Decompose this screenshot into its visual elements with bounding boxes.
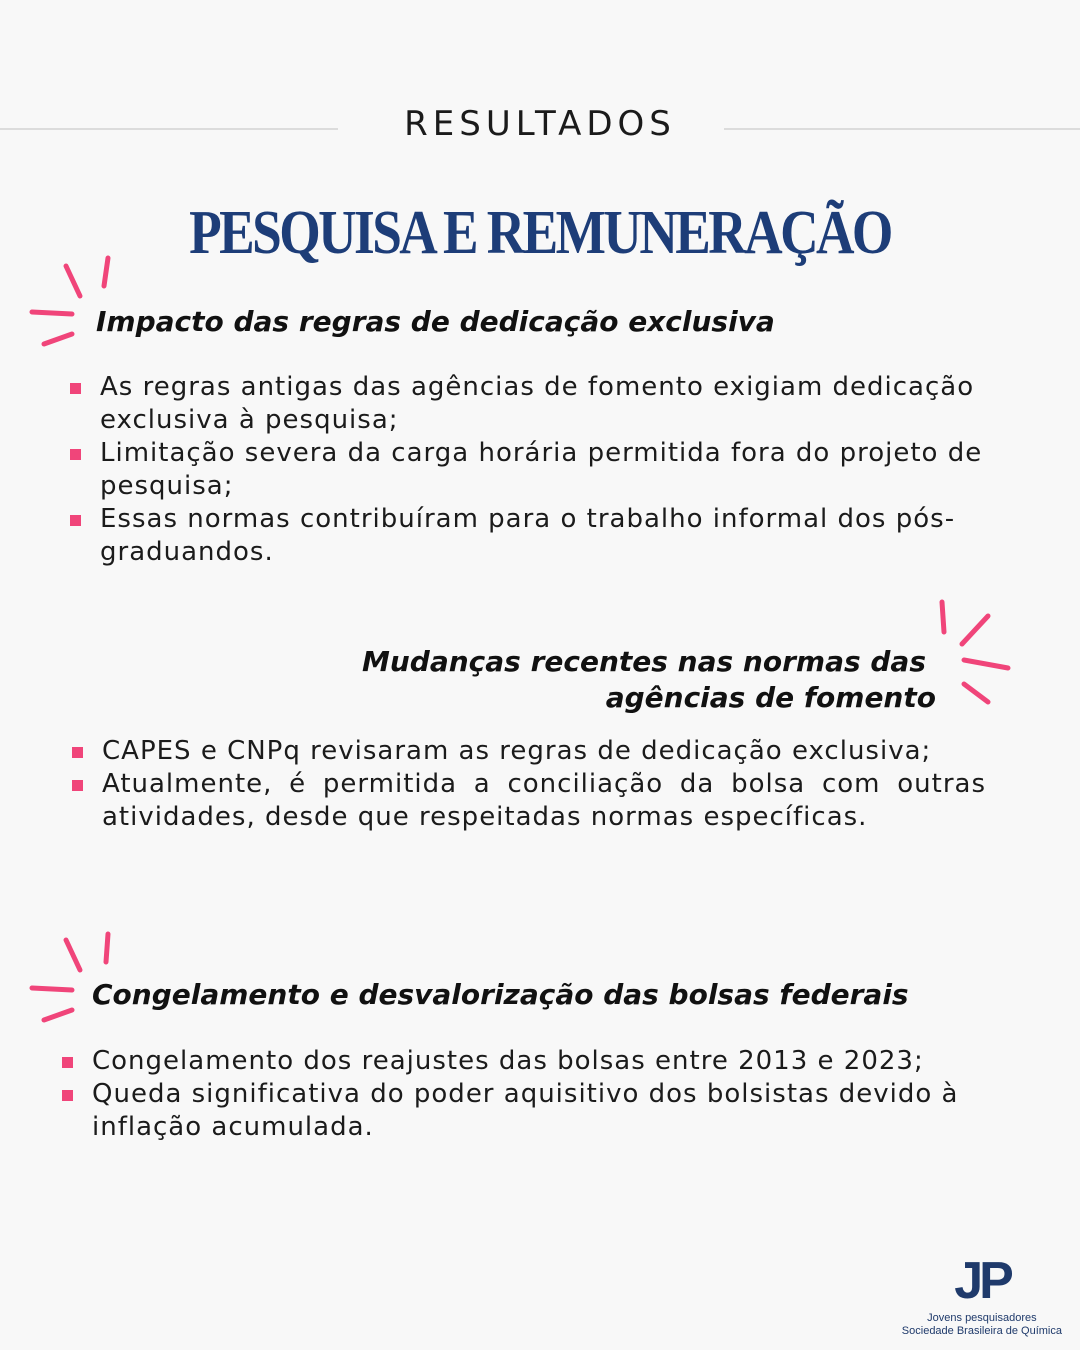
bullet-list-mudancas: [72, 735, 986, 834]
section-heading-congelamento: Congelamento e desvalorização das bolsas federais: [92, 978, 909, 1011]
page-title: PESQUISA E REMUNERAÇÃO: [189, 199, 891, 267]
logo-caption: [902, 1312, 1062, 1338]
bullet-list-dedicacao: [70, 371, 1030, 569]
list-item: As regras antigas das agências de fomento exigiam dedicação exclusiva à pesquisa;: [70, 371, 1030, 437]
logo-caption-line: Sociedade Brasileira de Química: [901, 1325, 1062, 1337]
section-heading-dedicacao: Impacto das regras de dedicação exclusiva: [96, 305, 775, 338]
logo-caption-line: Jovens pesquisadores: [927, 1312, 1037, 1324]
section-heading-line: agências de fomento: [605, 681, 936, 714]
list-item: Essas normas contribuíram para o trabalho informal dos pós-graduandos.: [70, 503, 1030, 569]
list-item: Congelamento dos reajustes das bolsas entre 2013 e 2023;: [62, 1045, 1022, 1078]
list-item: Queda significativa do poder aquisitivo dos bolsistas devido à inflação acumulada.: [62, 1078, 1022, 1144]
list-item: Limitação severa da carga horária permitida fora do projeto de pesquisa;: [70, 437, 1030, 503]
jp-logo: [942, 1252, 1022, 1306]
list-item: CAPES e CNPq revisaram as regras de dedicação exclusiva;: [72, 735, 986, 768]
list-item: Atualmente, é permitida a conciliação da bolsa com outras atividades, desde que respeitadas normas específicas.: [72, 768, 986, 834]
section-heading-mudancas: [280, 644, 936, 716]
section-heading-line: Mudanças recentes nas normas das: [362, 645, 926, 678]
bullet-list-congelamento: [62, 1045, 1022, 1144]
section-kicker: RESULTADOS: [404, 104, 676, 144]
logo-mark: JP: [954, 1252, 1010, 1306]
sparkle-icon: [930, 596, 1020, 712]
